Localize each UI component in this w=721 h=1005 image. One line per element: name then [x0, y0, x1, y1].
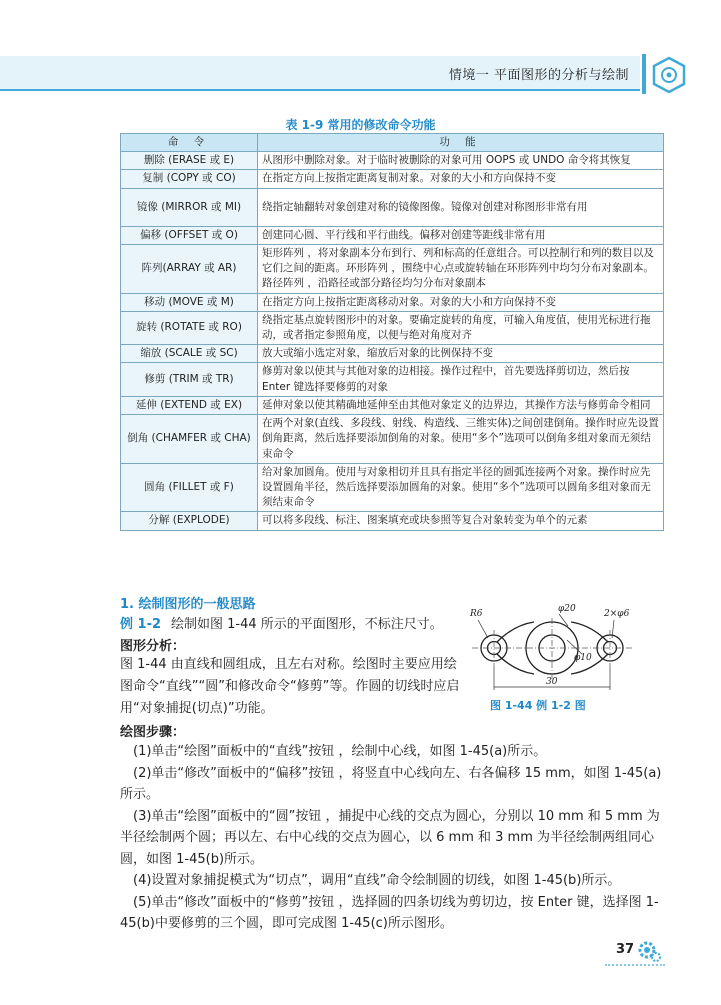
header-separator [642, 54, 646, 94]
table-row: 复制 (COPY 或 CO) 在指定方向上按指定距离复制对象。对象的大小和方向保持不变 [121, 170, 664, 188]
section-title: 1. 绘制图形的一般思路 [120, 597, 256, 612]
example-text: 绘制如图 1-44 所示的平面图形，不标注尺寸。 [171, 617, 443, 632]
table-row: 旋转 (ROTATE 或 RO) 绕指定基点旋转图形中的对象。要确定旋转的角度，可输入角度值，使用光标进行拖动，或者指定参照角度，以便与绝对角度对齐 [121, 311, 664, 344]
steps-list [120, 741, 665, 935]
table-row: 阵列(ARRAY 或 AR) 矩形阵列 ，将对象副本分布到行、列和标高的任意组合。可以控制行和列的数目以及它们之间的距离。环形阵列 ，围绕中心点或旋转轴在环形阵列中均匀分布对象副本。路径阵列 ，沿路径或部分路径均匀分布对象副本 [121, 244, 664, 293]
table-row: 圆角 (FILLET 或 F) 给对象加圆角。使用与对象相切并且具有指定半径的圆弧连接两个对象。操作时应先设置圆角半径，然后选择要添加圆角的对象。使用“多个”选项可以圆角多组对象而无须结束命令 [121, 463, 664, 512]
table-row: 镜像 (MIRROR 或 MI) 绕指定轴翻转对象创建对称的镜像图像。镜像对创建对称图形非常有用 [121, 188, 664, 226]
example-label: 例 1-2 [120, 617, 162, 632]
command-table [120, 133, 664, 531]
example-line [120, 613, 443, 632]
table-row: 延伸 (EXTEND 或 EX) 延伸对象以使其精确地延伸至由其他对象定义的边界边，其操作方法与修剪命令相同 [121, 396, 664, 414]
step-item: (3)单击“绘图”面板中的“圆”按钮 ，捕捉中心线的交点为圆心，分别以 10 mm 和 5 mm 为半径绘制两个圆；再以左、右中心线的交点为圆心，以 6 mm 和 3 mm 为半径绘制两组同心圆，如图 1-45(b)所示。 [120, 808, 660, 867]
dim-radius: R6 [470, 609, 483, 619]
table-row: 偏移 (OFFSET 或 O) 创建同心圆、平行线和平行曲线。偏移对创建等距线非常有用 [121, 226, 664, 244]
table-title: 表 1-9 常用的修改命令功能 [285, 118, 436, 132]
table-row: 移动 (MOVE 或 M) 在指定方向上按指定距离移动对象。对象的大小和方向保持不变 [121, 293, 664, 311]
footer-dotline [605, 964, 665, 966]
gear-icon [636, 938, 662, 964]
figure-1-44 [464, 600, 659, 696]
step-item: (5)单击“修改”面板中的“修剪”按钮 ，选择圆的四条切线为剪切边，按 Enter 键，选择图 1-45(b)中要修剪的三个圆，即可完成图 1-45(c)所示图形。 [120, 894, 659, 931]
table-header-function: 功 能 [258, 134, 664, 152]
dim-phi20: φ20 [558, 604, 576, 614]
header-rule [0, 89, 640, 91]
table-row: 删除 (ERASE 或 E) 从图形中删除对象。对于临时被删除的对象可用 OOPS 或 UNDO 命令将其恢复 [121, 152, 664, 170]
step-item: (4)设置对象捕捉模式为“切点”，调用“直线”命令绘制圆的切线，如图 1-45(b)所示。 [133, 873, 621, 888]
analysis-title: 图形分析： [120, 639, 186, 654]
chapter-title: 情境一 平面图形的分析与绘制 [448, 68, 629, 83]
table-row: 倒角 (CHAMFER 或 CHA) 在两个对象(直线、多段线、射线、构造线、三维实体)之间创建倒角。操作时应先设置倒角距离，然后选择要添加倒角的对象。使用“多个”选项可以倒角多组对象而无须结束命令 [121, 415, 664, 464]
table-row: 修剪 (TRIM 或 TR) 修剪对象以使其与其他对象的边相接。操作过程中，首先要选择剪切边，然后按 Enter 键选择要修剪的对象 [121, 363, 664, 396]
page-number: 37 [616, 942, 635, 957]
table-header-command: 命 令 [121, 134, 258, 152]
step-item: (2)单击“修改”面板中的“偏移”按钮 ，将竖直中心线向左、右各偏移 15 mm，如图 1-45(a)所示。 [120, 765, 662, 802]
gear-hex-icon [650, 56, 688, 94]
step-item: (1)单击“绘图”面板中的“直线”按钮 ，绘制中心线，如图 1-45(a)所示。 [133, 744, 547, 759]
dim-2phi6: 2×φ6 [604, 609, 630, 619]
analysis-text: 图 1-44 由直线和圆组成，且左右对称。绘图时主要应用绘图命令“直线”“圆”和修改命令“修剪”等。作圆的切线时应启用“对象捕捉(切点)”功能。 [120, 657, 460, 716]
figure-caption: 图 1-44 例 1-2 图 [490, 699, 586, 712]
dim-phi10: φ10 [574, 653, 592, 663]
steps-title: 绘图步骤： [120, 725, 186, 740]
table-row: 分解 (EXPLODE) 可以将多段线、标注、图案填充或块参照等复合对象转变为单个的元素 [121, 512, 664, 530]
dim-width: 30 [546, 677, 558, 687]
table-row: 缩放 (SCALE 或 SC) 放大或缩小选定对象，缩放后对象的比例保持不变 [121, 345, 664, 363]
